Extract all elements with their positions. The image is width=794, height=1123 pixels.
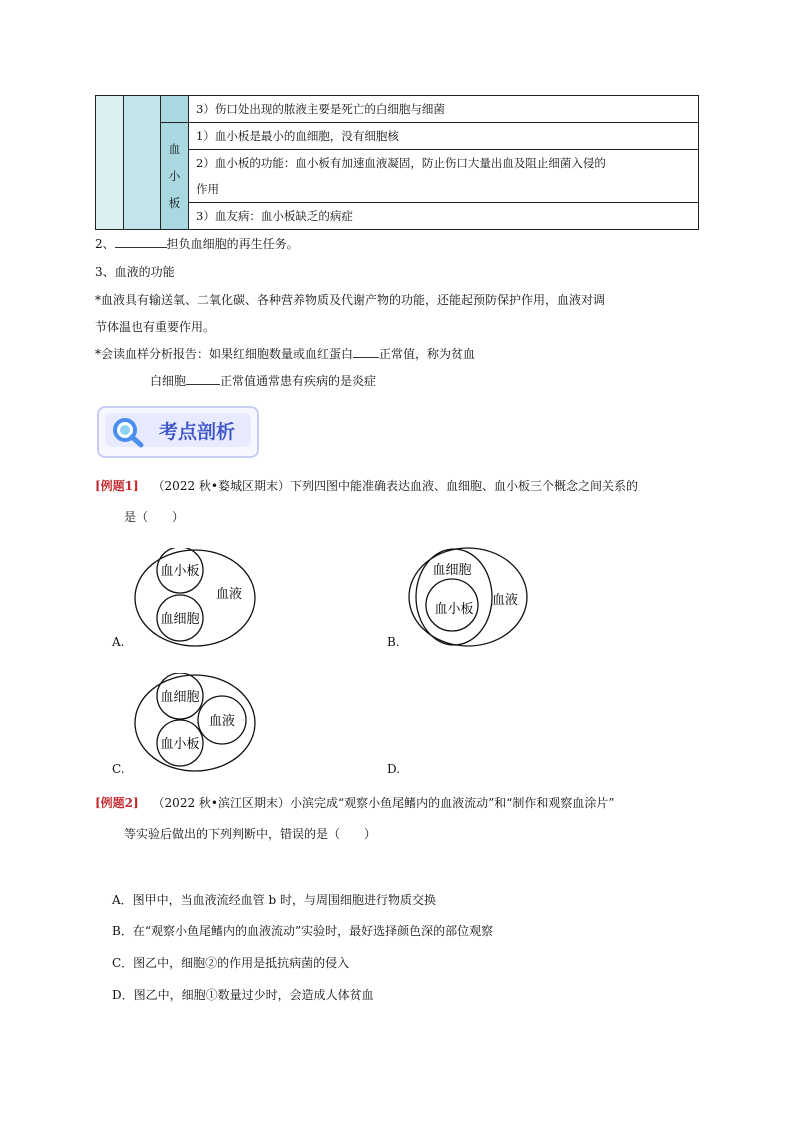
diagram-b (407, 545, 529, 649)
platelet-char: 血 (168, 141, 181, 156)
option-b: B．在“观察小鱼尾鳍内的血液流动”实验时，最好选择颜色深的部位观察 (112, 924, 494, 938)
note-line-6 (150, 373, 376, 389)
fill-blank (353, 357, 379, 358)
note-suffix: 正常值通常患有疾病的是炎症 (220, 374, 377, 388)
section-header (97, 406, 259, 458)
option-a-label: A. (112, 635, 125, 649)
note-suffix: 正常值，称为贫血 (379, 347, 476, 361)
note-suffix: 担负血细胞的再生任务。 (166, 237, 299, 251)
platelet-char: 板 (168, 195, 181, 210)
note-prefix: 白细胞 (150, 374, 187, 388)
diagram-a (133, 548, 257, 648)
question-1-stem (95, 478, 638, 494)
option-d-label: D. (387, 762, 401, 776)
note-line-2 (95, 236, 299, 252)
question-text: （2022 秋•婺城区期末）下列四图中能准确表达血液、血细胞、血小板三个概念之间关系的 (152, 479, 638, 493)
table-row: 1）血小板是最小的血细胞，没有细胞核 (189, 123, 699, 150)
table-col-1 (96, 96, 124, 230)
question-tag: [例题1] (95, 479, 139, 493)
label-platelet: 血小板 (160, 564, 200, 579)
label-platelet: 血小板 (434, 602, 474, 617)
table-row: 3）伤口处出现的脓液主要是死亡的白细胞与细菌 (189, 96, 699, 123)
note-line-4b: 节体温也有重要作用。 (95, 320, 216, 334)
note-line-3: 3、血液的功能 (95, 265, 175, 279)
option-a: A．图甲中，当血液流经血管 b 时，与周围细胞进行物质交换 (112, 893, 436, 907)
magnifier-icon (111, 416, 147, 448)
label-blood: 血液 (208, 714, 236, 729)
question-tag: [例题2] (95, 796, 139, 810)
question-text: （2022 秋•滨江区期末）小滨完成“观察小鱼尾鳍内的血液流动”和“制作和观察血涂片” (152, 796, 615, 810)
label-blood-cell: 血细胞 (160, 612, 200, 627)
option-b-label: B. (387, 635, 400, 649)
fill-blank (186, 384, 220, 385)
table-col-2 (124, 96, 161, 230)
blood-cell-table (95, 95, 699, 230)
note-prefix: 2、 (95, 237, 115, 251)
option-c: C．图乙中，细胞②的作用是抵抗病菌的侵入 (112, 956, 350, 970)
note-prefix: *会读血样分析报告：如果红细胞数量或血红蛋白 (95, 347, 354, 361)
table-row: 3）血友病：血小板缺乏的病症 (189, 203, 699, 230)
question-1-stem-cont: 是（ ） (124, 510, 185, 524)
label-blood: 血液 (491, 593, 519, 608)
diagram-c (133, 673, 257, 773)
question-2-stem-cont: 等实验后做出的下列判断中，错误的是（ ） (124, 827, 377, 841)
note-line-4a: *血液具有输送氧、二氧化碳、各种营养物质及代谢产物的功能，还能起预防保护作用，血液对调 (95, 293, 606, 307)
label-platelet: 血小板 (160, 737, 200, 752)
section-title: 考点剖析 (159, 421, 236, 443)
question-2-stem (95, 795, 615, 811)
option-c-label: C. (112, 762, 125, 776)
note-line-5 (95, 346, 475, 362)
fill-blank (115, 247, 167, 248)
option-d: D．图乙中，细胞①数量过少时，会造成人体贫血 (112, 988, 374, 1002)
table-col-3-top (161, 96, 189, 123)
label-blood: 血液 (215, 587, 243, 602)
label-blood-cell: 血细胞 (160, 690, 200, 705)
platelet-char: 小 (168, 168, 181, 183)
table-row: 2）血小板的功能：血小板有加速血液凝固，防止伤口大量出血及阻止细菌入侵的 (189, 150, 699, 177)
label-blood-cell: 血细胞 (432, 563, 472, 578)
platelet-label-cell (161, 123, 189, 230)
table-row: 作用 (189, 176, 699, 203)
